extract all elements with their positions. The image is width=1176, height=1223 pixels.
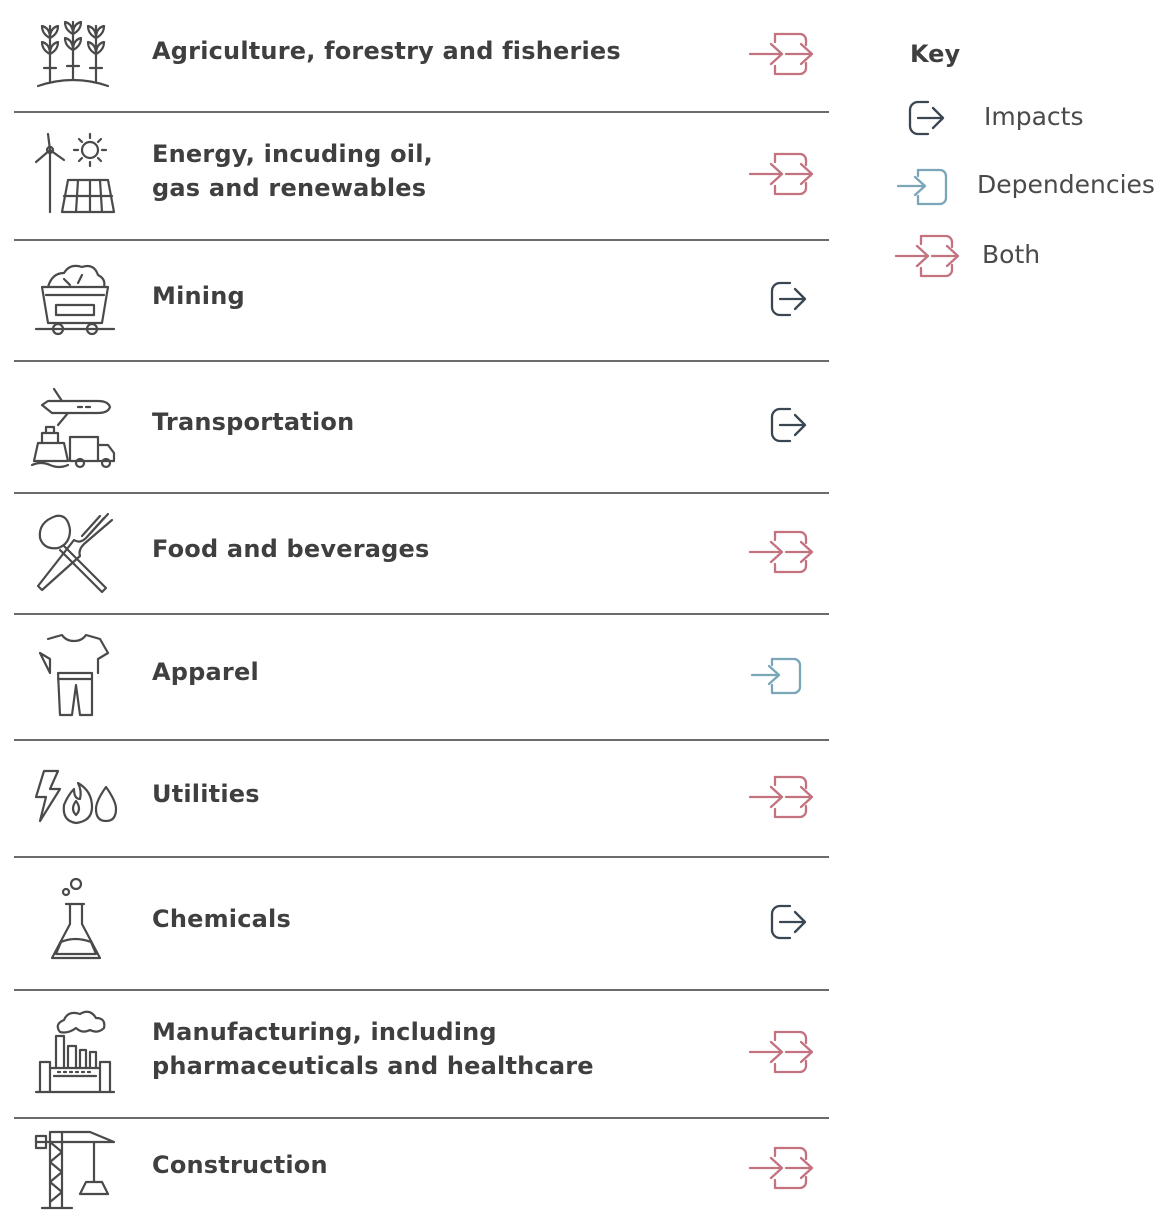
sector-row bbox=[14, 615, 829, 741]
sector-label-line: Energy, incuding oil, bbox=[152, 140, 433, 168]
sector-label-line: Transportation bbox=[152, 408, 355, 436]
both-icon bbox=[888, 230, 964, 280]
impacts-icon bbox=[880, 92, 956, 142]
legend-title: Key bbox=[910, 40, 961, 68]
sector-label-line: Apparel bbox=[152, 658, 259, 686]
sector-row bbox=[14, 241, 829, 362]
spoon-fork-icon bbox=[28, 506, 118, 596]
sector-row bbox=[14, 113, 829, 241]
impacts-icon bbox=[742, 273, 818, 323]
sector-label bbox=[152, 777, 260, 811]
legend-item-both bbox=[888, 230, 1176, 280]
crane-icon bbox=[28, 1122, 118, 1212]
sector-row bbox=[14, 741, 829, 858]
sector-row bbox=[14, 0, 829, 113]
sector-label bbox=[152, 279, 245, 313]
sector-label bbox=[152, 655, 259, 689]
sector-label-line: Chemicals bbox=[152, 904, 291, 933]
legend-item-impacts bbox=[888, 92, 1176, 142]
wind-solar-icon bbox=[28, 128, 118, 218]
plane-ship-truck-icon bbox=[28, 379, 118, 469]
dependencies-icon bbox=[742, 649, 818, 699]
sector-row bbox=[14, 858, 829, 991]
both-icon bbox=[742, 148, 818, 198]
both-icon bbox=[742, 771, 818, 821]
sector-label-line: Food and beverages bbox=[152, 534, 430, 563]
sector-label-line: Manufacturing, including bbox=[152, 1018, 497, 1046]
sector-label-line: Agriculture, forestry and fisheries bbox=[152, 36, 621, 65]
sector-label bbox=[152, 405, 354, 439]
sector-label bbox=[152, 532, 430, 566]
legend-label: Dependencies bbox=[977, 170, 1155, 199]
both-icon bbox=[742, 1142, 818, 1192]
bolt-flame-drop-icon bbox=[28, 751, 118, 841]
both-icon bbox=[742, 526, 818, 576]
sector-row bbox=[14, 1119, 829, 1223]
legend-item-dependencies bbox=[888, 160, 1176, 210]
legend-label: Both bbox=[982, 240, 1041, 269]
sector-label-line: gas and renewables bbox=[152, 174, 427, 202]
sector-label-line: Construction bbox=[152, 1151, 328, 1179]
sector-row bbox=[14, 362, 829, 494]
sector-label-line: Utilities bbox=[152, 779, 260, 808]
sector-label-line: Mining bbox=[152, 281, 245, 310]
sector-table bbox=[14, 0, 829, 1223]
sector-label bbox=[152, 137, 433, 205]
sector-label bbox=[152, 1015, 594, 1083]
both-icon bbox=[742, 28, 818, 78]
sector-label-line: pharmaceuticals and healthcare bbox=[152, 1052, 594, 1080]
sector-label bbox=[152, 34, 621, 68]
shirt-trousers-icon bbox=[28, 629, 118, 719]
legend-label: Impacts bbox=[984, 102, 1084, 131]
impacts-icon bbox=[742, 399, 818, 449]
both-icon bbox=[742, 1026, 818, 1076]
impacts-icon bbox=[742, 896, 818, 946]
sector-label bbox=[152, 902, 291, 936]
factory-icon bbox=[28, 1006, 118, 1096]
sector-row bbox=[14, 991, 829, 1119]
sector-label bbox=[152, 1148, 328, 1182]
flask-icon bbox=[28, 876, 118, 966]
dependencies-icon bbox=[888, 160, 964, 210]
sector-row bbox=[14, 494, 829, 615]
mine-cart-icon bbox=[28, 253, 118, 343]
crops-icon bbox=[28, 8, 118, 98]
